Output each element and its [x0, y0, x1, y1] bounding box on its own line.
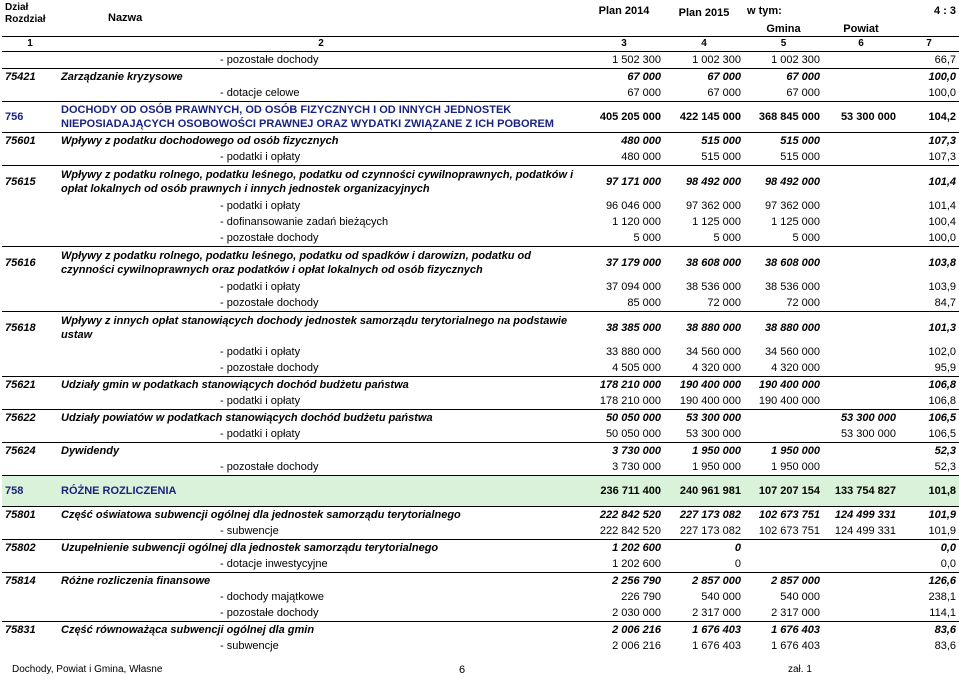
rozdzial-row — [2, 540, 959, 557]
cell-ratio: 100,0 — [928, 232, 956, 244]
cell-gmina: 1 002 300 — [771, 54, 820, 66]
cell-plan2014: 67 000 — [627, 87, 661, 99]
cell-powiat — [823, 540, 899, 557]
rozdzial-row — [2, 573, 959, 590]
cell-gmina: 67 000 — [786, 87, 820, 99]
cell-plan2014: 2 256 790 — [584, 573, 664, 590]
cell-plan2015: 53 300 000 — [664, 410, 744, 427]
rozdzial-row — [2, 507, 959, 524]
row-code — [2, 393, 58, 410]
subitem-row — [2, 393, 959, 410]
cell-ratio: 106,5 — [928, 428, 956, 440]
colnum-7: 7 — [899, 37, 959, 52]
cell-powiat: 53 300 000 — [823, 102, 899, 133]
cell-plan2015: 0 — [734, 558, 741, 570]
cell-ratio: 66,7 — [934, 54, 956, 66]
subitem-row — [2, 426, 959, 443]
rozdzial-row — [2, 312, 959, 345]
cell-gmina: 98 492 000 — [744, 166, 823, 199]
cell-powiat — [823, 605, 899, 622]
cell-plan2014: 236 711 400 — [584, 476, 664, 507]
cell-gmina: 515 000 — [744, 133, 823, 150]
cell-powiat — [823, 638, 899, 654]
cell-ratio: 84,7 — [934, 297, 956, 309]
cell-powiat — [823, 573, 899, 590]
row-name: DOCHODY OD OSÓB PRAWNYCH, OD OSÓB FIZYCZNYCH I OD INNYCH JEDNOSTEK NIEPOSIADAJĄCYCH OSOBOWOŚCI PRAWNEJ ORAZ WYDATKI ZWIĄZANE Z ICH POBOREM — [58, 102, 584, 133]
cell-powiat — [823, 295, 899, 312]
row-label: - pozostałe dochody — [220, 54, 319, 66]
cell-plan2015: 72 000 — [707, 297, 741, 309]
cell-plan2015: 1 950 000 — [692, 461, 741, 473]
cell-ratio: 104,2 — [899, 102, 959, 133]
row-code — [2, 459, 58, 476]
cell-ratio: 101,3 — [899, 312, 959, 345]
colnum-4: 4 — [664, 37, 744, 52]
row-name: RÓŻNE ROZLICZENIA — [58, 476, 584, 507]
row-label: - pozostałe dochody — [220, 232, 319, 244]
cell-ratio: 83,6 — [899, 622, 959, 639]
cell-ratio: 83,6 — [934, 640, 956, 652]
row-code — [2, 360, 58, 377]
cell-gmina — [744, 410, 823, 427]
cell-plan2014: 222 842 520 — [599, 525, 661, 537]
row-name: Udziały gmin w podatkach stanowiących dochód budżetu państwa — [58, 377, 584, 394]
cell-gmina: 2 317 000 — [771, 607, 820, 619]
row-name: Dywidendy — [58, 443, 584, 460]
header-powiat-cell — [823, 0, 899, 37]
cell-ratio: 101,4 — [899, 166, 959, 199]
cell-plan2015: 38 608 000 — [664, 247, 744, 280]
cell-plan2015: 4 320 000 — [692, 362, 741, 374]
cell-ratio: 101,8 — [899, 476, 959, 507]
subitem-row — [2, 523, 959, 540]
cell-gmina: 2 857 000 — [744, 573, 823, 590]
cell-plan2014: 405 205 000 — [584, 102, 664, 133]
row-code — [2, 589, 58, 605]
cell-powiat — [823, 344, 899, 360]
cell-powiat — [823, 214, 899, 230]
cell-plan2015: 1 676 403 — [692, 640, 741, 652]
header-ratio — [899, 0, 959, 37]
subitem-row — [2, 295, 959, 312]
header-dzial: Dział — [5, 2, 29, 13]
row-label: - pozostałe dochody — [220, 297, 319, 309]
cell-gmina: 1 676 403 — [744, 622, 823, 639]
subitem-row — [2, 360, 959, 377]
cell-plan2015: 67 000 — [664, 69, 744, 86]
colnum-5: 5 — [744, 37, 823, 52]
header-powiat: Powiat — [843, 23, 879, 35]
cell-ratio: 126,6 — [899, 573, 959, 590]
row-code — [2, 523, 58, 540]
cell-powiat: 124 499 331 — [823, 507, 899, 524]
cell-gmina: 38 608 000 — [744, 247, 823, 280]
row-code — [2, 638, 58, 654]
row-label: - podatki i opłaty — [220, 428, 301, 440]
row-code: 75615 — [2, 166, 58, 199]
rozdzial-row — [2, 133, 959, 150]
row-code: 75601 — [2, 133, 58, 150]
cell-powiat: 53 300 000 — [823, 410, 899, 427]
row-label: - pozostałe dochody — [220, 607, 319, 619]
cell-plan2014: 2 006 216 — [584, 622, 664, 639]
cell-powiat — [823, 133, 899, 150]
colnum-6: 6 — [823, 37, 899, 52]
cell-powiat — [823, 393, 899, 410]
cell-ratio: 0,0 — [899, 540, 959, 557]
row-code — [2, 198, 58, 214]
cell-gmina: 107 207 154 — [744, 476, 823, 507]
cell-gmina: 1 676 403 — [771, 640, 820, 652]
cell-plan2014: 50 050 000 — [584, 410, 664, 427]
row-code — [2, 344, 58, 360]
cell-plan2014: 178 210 000 — [584, 377, 664, 394]
cell-plan2015: 0 — [664, 540, 744, 557]
cell-plan2014: 50 050 000 — [605, 428, 661, 440]
header-nazwa — [58, 0, 584, 37]
row-label: - dotacje inwestycyjne — [220, 558, 328, 570]
footer-right: zał. 1 — [788, 664, 812, 675]
row-label: - podatki i opłaty — [220, 281, 301, 293]
row-code — [2, 295, 58, 312]
cell-plan2014: 67 000 — [584, 69, 664, 86]
row-code: 75624 — [2, 443, 58, 460]
cell-ratio: 0,0 — [940, 558, 956, 570]
subitem-row — [2, 214, 959, 230]
cell-ratio: 106,8 — [928, 395, 956, 407]
cell-powiat — [823, 52, 899, 69]
row-label: - podatki i opłaty — [220, 395, 301, 407]
subitem-row — [2, 279, 959, 295]
table-body — [2, 0, 959, 654]
cell-ratio: 100,0 — [928, 87, 956, 99]
cell-plan2015: 515 000 — [701, 151, 741, 163]
footer-left: Dochody, Powiat i Gmina, Własne — [12, 664, 163, 675]
cell-powiat — [823, 149, 899, 166]
header-w-tym-gmina — [744, 0, 823, 37]
cell-plan2014: 480 000 — [621, 151, 661, 163]
row-name: Udziały powiatów w podatkach stanowiących dochód budżetu państwa — [58, 410, 584, 427]
row-label: - subwencje — [220, 640, 279, 652]
cell-gmina — [744, 540, 823, 557]
cell-plan2015: 1 676 403 — [664, 622, 744, 639]
cell-gmina: 4 320 000 — [771, 362, 820, 374]
cell-plan2014: 37 179 000 — [584, 247, 664, 280]
row-code — [2, 556, 58, 573]
row-code — [2, 605, 58, 622]
cell-gmina: 102 673 751 — [758, 525, 820, 537]
cell-plan2015: 227 173 082 — [664, 507, 744, 524]
row-label: - podatki i opłaty — [220, 346, 301, 358]
dzial-row — [2, 476, 959, 507]
subitem-row — [2, 85, 959, 102]
row-label: - podatki i opłaty — [220, 151, 301, 163]
header-rozdzial: Rozdział — [5, 14, 46, 25]
cell-powiat — [823, 622, 899, 639]
cell-plan2014: 2 006 216 — [612, 640, 661, 652]
header-row — [2, 0, 959, 37]
cell-ratio: 101,4 — [928, 200, 956, 212]
cell-gmina: 190 400 000 — [744, 377, 823, 394]
cell-gmina: 72 000 — [786, 297, 820, 309]
cell-plan2014: 85 000 — [627, 297, 661, 309]
header-w-tym: w tym: — [747, 5, 782, 17]
cell-ratio: 106,5 — [899, 410, 959, 427]
cell-ratio: 52,3 — [934, 461, 956, 473]
cell-powiat: 124 499 331 — [834, 525, 896, 537]
cell-plan2015: 38 880 000 — [664, 312, 744, 345]
row-label: - podatki i opłaty — [220, 200, 301, 212]
cell-plan2014: 5 000 — [633, 232, 661, 244]
cell-plan2015: 190 400 000 — [664, 377, 744, 394]
cell-plan2014: 178 210 000 — [599, 395, 661, 407]
cell-ratio: 114,1 — [929, 607, 956, 619]
cell-plan2014: 1 202 600 — [584, 540, 664, 557]
row-label: - pozostałe dochody — [220, 461, 319, 473]
cell-powiat — [823, 279, 899, 295]
cell-ratio: 52,3 — [899, 443, 959, 460]
cell-plan2015: 98 492 000 — [664, 166, 744, 199]
row-code — [2, 214, 58, 230]
cell-plan2015: 1 125 000 — [692, 216, 741, 228]
cell-gmina: 515 000 — [780, 151, 820, 163]
cell-plan2014: 1 502 300 — [612, 54, 661, 66]
header-gmina: Gmina — [766, 23, 801, 35]
rozdzial-row — [2, 247, 959, 280]
cell-gmina: 1 125 000 — [771, 216, 820, 228]
cell-powiat: 133 754 827 — [823, 476, 899, 507]
row-code: 75421 — [2, 69, 58, 86]
cell-plan2014: 1 202 600 — [612, 558, 661, 570]
subitem-row — [2, 52, 959, 69]
header-plan2014 — [584, 0, 664, 37]
row-code: 75622 — [2, 410, 58, 427]
cell-powiat — [823, 556, 899, 573]
cell-powiat — [823, 459, 899, 476]
cell-ratio: 102,0 — [928, 346, 956, 358]
row-code — [2, 230, 58, 247]
cell-ratio: 238,1 — [928, 591, 956, 603]
cell-plan2014: 4 505 000 — [612, 362, 661, 374]
cell-plan2015: 515 000 — [664, 133, 744, 150]
row-code — [2, 85, 58, 102]
cell-plan2014: 3 730 000 — [612, 461, 661, 473]
cell-powiat — [823, 360, 899, 377]
row-name: Wpływy z innych opłat stanowiących dochody jednostek samorządu terytorialnego na podstawie ustaw — [58, 312, 584, 345]
cell-plan2014: 38 385 000 — [584, 312, 664, 345]
cell-plan2015: 38 536 000 — [685, 281, 741, 293]
row-code: 75801 — [2, 507, 58, 524]
cell-plan2014: 37 094 000 — [605, 281, 661, 293]
cell-plan2014: 222 842 520 — [584, 507, 664, 524]
cell-plan2015: 5 000 — [713, 232, 741, 244]
row-label: - dochody majątkowe — [220, 591, 324, 603]
header-plan2015-label: Plan 2015 — [678, 7, 730, 19]
row-code — [2, 52, 58, 69]
cell-gmina: 97 362 000 — [764, 200, 820, 212]
subitem-row — [2, 638, 959, 654]
cell-ratio: 100,0 — [899, 69, 959, 86]
cell-plan2015: 97 362 000 — [685, 200, 741, 212]
subitem-row — [2, 556, 959, 573]
colnum-3: 3 — [584, 37, 664, 52]
cell-plan2015: 1 950 000 — [664, 443, 744, 460]
cell-gmina: 190 400 000 — [758, 395, 820, 407]
cell-gmina: 34 560 000 — [764, 346, 820, 358]
cell-ratio: 107,3 — [928, 151, 956, 163]
row-code: 75618 — [2, 312, 58, 345]
cell-gmina: 540 000 — [780, 591, 820, 603]
cell-plan2014: 2 030 000 — [612, 607, 661, 619]
column-number-row — [2, 37, 959, 52]
cell-plan2015: 240 961 981 — [664, 476, 744, 507]
cell-gmina: 1 950 000 — [744, 443, 823, 460]
cell-gmina — [744, 556, 823, 573]
row-code: 75802 — [2, 540, 58, 557]
cell-powiat — [823, 247, 899, 280]
subitem-row — [2, 198, 959, 214]
footer-page-number: 6 — [459, 664, 466, 676]
cell-plan2015: 1 002 300 — [692, 54, 741, 66]
row-label: - subwencje — [220, 525, 279, 537]
row-code — [2, 149, 58, 166]
row-name: Uzupełnienie subwencji ogólnej dla jednostek samorządu terytorialnego — [58, 540, 584, 557]
subitem-row — [2, 344, 959, 360]
row-name: Wpływy z podatku rolnego, podatku leśnego, podatku od spadków i darowizn, podatku od czynności cywilnoprawnych oraz podatków i opłat lokalnych od osób fizycznych — [58, 247, 584, 280]
cell-powiat — [823, 377, 899, 394]
cell-gmina: 1 950 000 — [771, 461, 820, 473]
cell-plan2014: 3 730 000 — [584, 443, 664, 460]
subitem-row — [2, 459, 959, 476]
cell-plan2015: 422 145 000 — [664, 102, 744, 133]
cell-gmina: 368 845 000 — [744, 102, 823, 133]
cell-ratio: 101,9 — [899, 507, 959, 524]
row-code — [2, 426, 58, 443]
row-label: - dofinansowanie zadań bieżących — [220, 216, 389, 228]
colnum-1: 1 — [2, 37, 58, 52]
cell-ratio: 103,9 — [928, 281, 956, 293]
cell-plan2014: 96 046 000 — [605, 200, 661, 212]
cell-powiat — [823, 166, 899, 199]
rozdzial-row — [2, 69, 959, 86]
row-name: Część oświatowa subwencji ogólnej dla jednostek samorządu terytorialnego — [58, 507, 584, 524]
subitem-row — [2, 589, 959, 605]
cell-ratio: 95,9 — [934, 362, 956, 374]
row-label: - dotacje celowe — [220, 87, 300, 99]
header-nazwa-label: Nazwa — [108, 12, 143, 24]
row-code — [2, 279, 58, 295]
row-code: 75621 — [2, 377, 58, 394]
budget-sheet — [2, 0, 959, 654]
row-name: Zarządzanie kryzysowe — [58, 69, 584, 86]
cell-plan2015: 53 300 000 — [685, 428, 741, 440]
row-code: 75616 — [2, 247, 58, 280]
rozdzial-row — [2, 377, 959, 394]
cell-plan2014: 226 790 — [621, 591, 661, 603]
rozdzial-row — [2, 410, 959, 427]
cell-gmina: 5 000 — [792, 232, 820, 244]
header-ratio-label: 4 : 3 — [933, 5, 956, 17]
rozdzial-row — [2, 622, 959, 639]
row-code: 756 — [2, 102, 58, 133]
header-dzial-rozdzial — [2, 0, 58, 37]
rozdzial-row — [2, 443, 959, 460]
cell-plan2015: 2 857 000 — [664, 573, 744, 590]
cell-plan2015: 67 000 — [707, 87, 741, 99]
subitem-row — [2, 605, 959, 622]
row-name: Różne rozliczenia finansowe — [58, 573, 584, 590]
cell-plan2014: 97 171 000 — [584, 166, 664, 199]
cell-ratio: 100,4 — [928, 216, 956, 228]
cell-plan2014: 1 120 000 — [612, 216, 661, 228]
dzial-row — [2, 102, 959, 133]
colnum-2: 2 — [58, 37, 584, 52]
cell-powiat — [823, 85, 899, 102]
cell-gmina: 67 000 — [744, 69, 823, 86]
row-name: Wpływy z podatku dochodowego od osób fizycznych — [58, 133, 584, 150]
cell-plan2015: 540 000 — [701, 591, 741, 603]
cell-powiat — [823, 589, 899, 605]
subitem-row — [2, 230, 959, 247]
cell-gmina — [744, 426, 823, 443]
cell-powiat — [823, 230, 899, 247]
cell-ratio: 106,8 — [899, 377, 959, 394]
cell-plan2015: 34 560 000 — [685, 346, 741, 358]
row-label: - pozostałe dochody — [220, 362, 319, 374]
header-plan2015 — [664, 0, 744, 37]
row-code: 758 — [2, 476, 58, 507]
cell-plan2015: 190 400 000 — [679, 395, 741, 407]
cell-powiat — [823, 312, 899, 345]
budget-table — [2, 0, 959, 654]
cell-ratio: 107,3 — [899, 133, 959, 150]
cell-gmina: 38 536 000 — [764, 281, 820, 293]
cell-powiat — [823, 443, 899, 460]
cell-ratio: 101,9 — [928, 525, 956, 537]
cell-powiat — [823, 69, 899, 86]
row-name: Wpływy z podatku rolnego, podatku leśnego, podatku od czynności cywilnoprawnych, podatków i opłat lokalnych od osób prawnych i innych jednostek organizacyjnych — [58, 166, 584, 199]
cell-plan2014: 480 000 — [584, 133, 664, 150]
cell-plan2015: 227 173 082 — [679, 525, 741, 537]
cell-powiat — [823, 198, 899, 214]
header-plan2014-label: Plan 2014 — [598, 5, 650, 17]
row-name: Część równoważąca subwencji ogólnej dla gmin — [58, 622, 584, 639]
row-code: 75831 — [2, 622, 58, 639]
cell-gmina: 38 880 000 — [744, 312, 823, 345]
cell-plan2015: 2 317 000 — [692, 607, 741, 619]
rozdzial-row — [2, 166, 959, 199]
row-code: 75814 — [2, 573, 58, 590]
cell-plan2014: 33 880 000 — [605, 346, 661, 358]
subitem-row — [2, 149, 959, 166]
cell-ratio: 103,8 — [899, 247, 959, 280]
cell-gmina: 102 673 751 — [744, 507, 823, 524]
cell-powiat: 53 300 000 — [840, 428, 896, 440]
